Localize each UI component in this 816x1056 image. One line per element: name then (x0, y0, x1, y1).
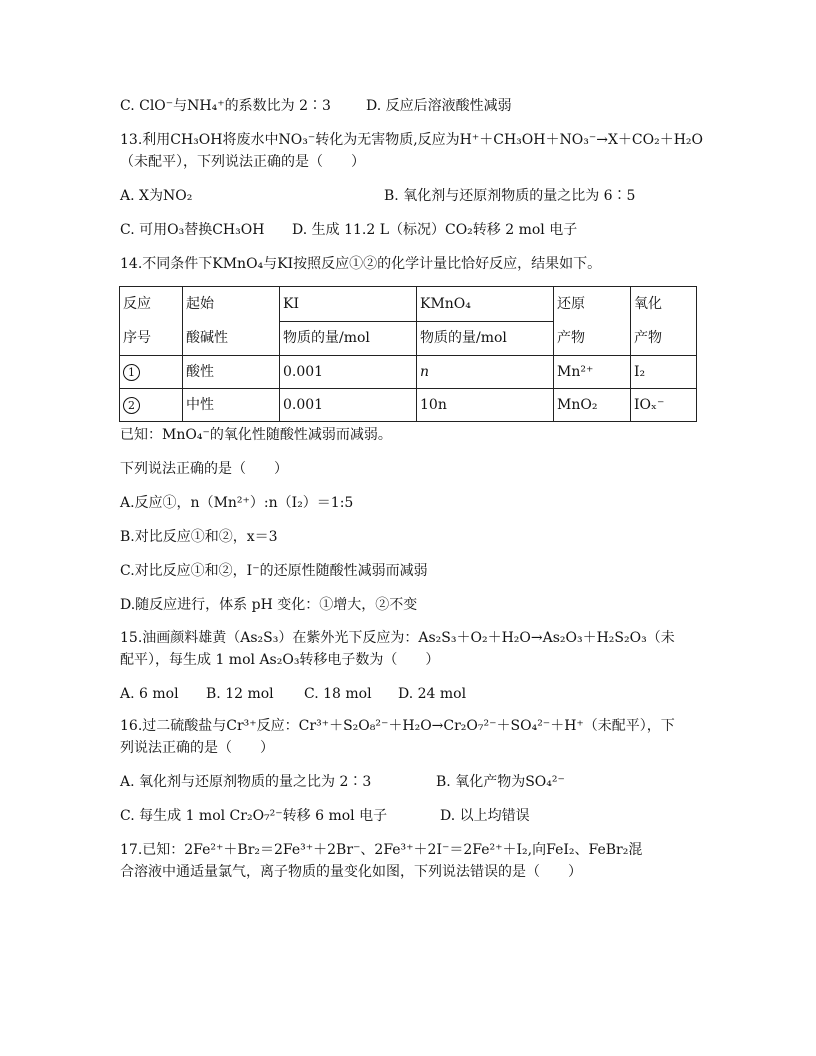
q17-stem-line1: 17.已知：2Fe²⁺＋Br₂＝2Fe³⁺＋2Br⁻、2Fe³⁺＋2I⁻＝2Fe²⁺＋I₂,向FeI₂、FeBr₂混 (120, 842, 643, 858)
cell-oxidation-product: I₂ (631, 356, 697, 389)
q15-option-d: D. 24 mol (398, 686, 467, 702)
q16-option-a: A. 氧化剂与还原剂物质的量之比为 2∶3 (120, 774, 372, 790)
cell-ki: 0.001 (280, 389, 417, 422)
q14-option-d: D.随反应进行，体系 pH 变化：①增大，②不变 (120, 597, 418, 613)
th-acid: 起始 酸碱性 (183, 287, 280, 356)
cell-seq: 1 (120, 356, 183, 389)
q14-option-c: C.对比反应①和②，I⁻的还原性随酸性减弱而减弱 (120, 563, 428, 579)
cell-acid: 酸性 (183, 356, 280, 389)
q14-stem: 14.不同条件下KMnO₄与KI按照反应①②的化学计量比恰好反应，结果如下。 (120, 256, 602, 272)
cell-kmno4: 10n (417, 389, 554, 422)
th-kmno4: KMnO₄ (417, 287, 554, 322)
q15-stem-line2: 配平），每生成 1 mol As₂O₃转移电子数为（ ） (120, 652, 440, 668)
cell-reduction-product: Mn²⁺ (554, 356, 631, 389)
q14-known: 已知：MnO₄⁻的氧化性随酸性减弱而减弱。 (120, 427, 392, 443)
q15-stem-line1: 15.油画颜料雄黄（As₂S₃）在紫外光下反应为：As₂S₃＋O₂＋H₂O→As₂O₃＋H₂S₂O₃（未 (120, 630, 675, 646)
q17-stem-line2: 合溶液中通适量氯气，离子物质的量变化如图，下列说法错误的是（ ） (120, 864, 582, 880)
q13-option-a: A. X为NO₂ (120, 188, 193, 204)
q14-table (119, 286, 697, 422)
th-kmno4-unit: 物质的量/mol (417, 321, 554, 356)
table-header-row-1 (120, 287, 697, 322)
q16-option-c: C. 每生成 1 mol Cr₂O₇²⁻转移 6 mol 电子 (120, 808, 388, 824)
q12-option-d: D. 反应后溶液酸性减弱 (366, 98, 512, 114)
q16-stem-line2: 列说法正确的是（ ） (120, 740, 274, 756)
cell-reduction-product: MnO₂ (554, 389, 631, 422)
q16-option-d: D. 以上均错误 (440, 808, 530, 824)
cell-kmno4: n (417, 356, 554, 389)
q15-option-c: C. 18 mol (304, 686, 372, 702)
th-oxidation-product: 氧化 产物 (631, 287, 697, 356)
q16-stem-line1: 16.过二硫酸盐与Cr³⁺反应：Cr³⁺＋S₂O₈²⁻＋H₂O→Cr₂O₇²⁻＋SO₄²⁻＋H⁺（未配平），下 (120, 718, 675, 734)
q13-stem-line1: 13.利用CH₃OH将废水中NO₃⁻转化为无害物质,反应为H⁺＋CH₃OH＋NO₃⁻→X＋CO₂＋H₂O (120, 132, 704, 148)
th-seq: 反应 序号 (120, 287, 183, 356)
cell-ki: 0.001 (280, 356, 417, 389)
q13-option-d: D. 生成 11.2 L（标况）CO₂转移 2 mol 电子 (292, 222, 578, 238)
cell-oxidation-product: IOₓ⁻ (631, 389, 697, 422)
cell-seq: 2 (120, 389, 183, 422)
q15-option-a: A. 6 mol (120, 686, 179, 702)
cell-acid: 中性 (183, 389, 280, 422)
q13-option-b: B. 氧化剂与还原剂物质的量之比为 6∶5 (384, 188, 636, 204)
th-reduction-product: 还原 产物 (554, 287, 631, 356)
q14-ask: 下列说法正确的是（ ） (120, 461, 288, 477)
q15-option-b: B. 12 mol (206, 686, 274, 702)
th-ki-unit: 物质的量/mol (280, 321, 417, 356)
table-row (120, 356, 697, 389)
table-row (120, 389, 697, 422)
q13-stem-line2: （未配平），下列说法正确的是（ ） (120, 154, 365, 170)
q14-option-a: A.反应①，n（Mn²⁺）:n（I₂）＝1:5 (120, 495, 354, 511)
q12-option-c: C. ClO⁻与NH₄⁺的系数比为 2∶3 (120, 98, 331, 114)
q16-option-b: B. 氧化产物为SO₄²⁻ (436, 774, 565, 790)
q13-option-c: C. 可用O₃替换CH₃OH (120, 222, 265, 238)
th-ki: KI (280, 287, 417, 322)
q14-option-b: B.对比反应①和②，x＝3 (120, 529, 278, 545)
